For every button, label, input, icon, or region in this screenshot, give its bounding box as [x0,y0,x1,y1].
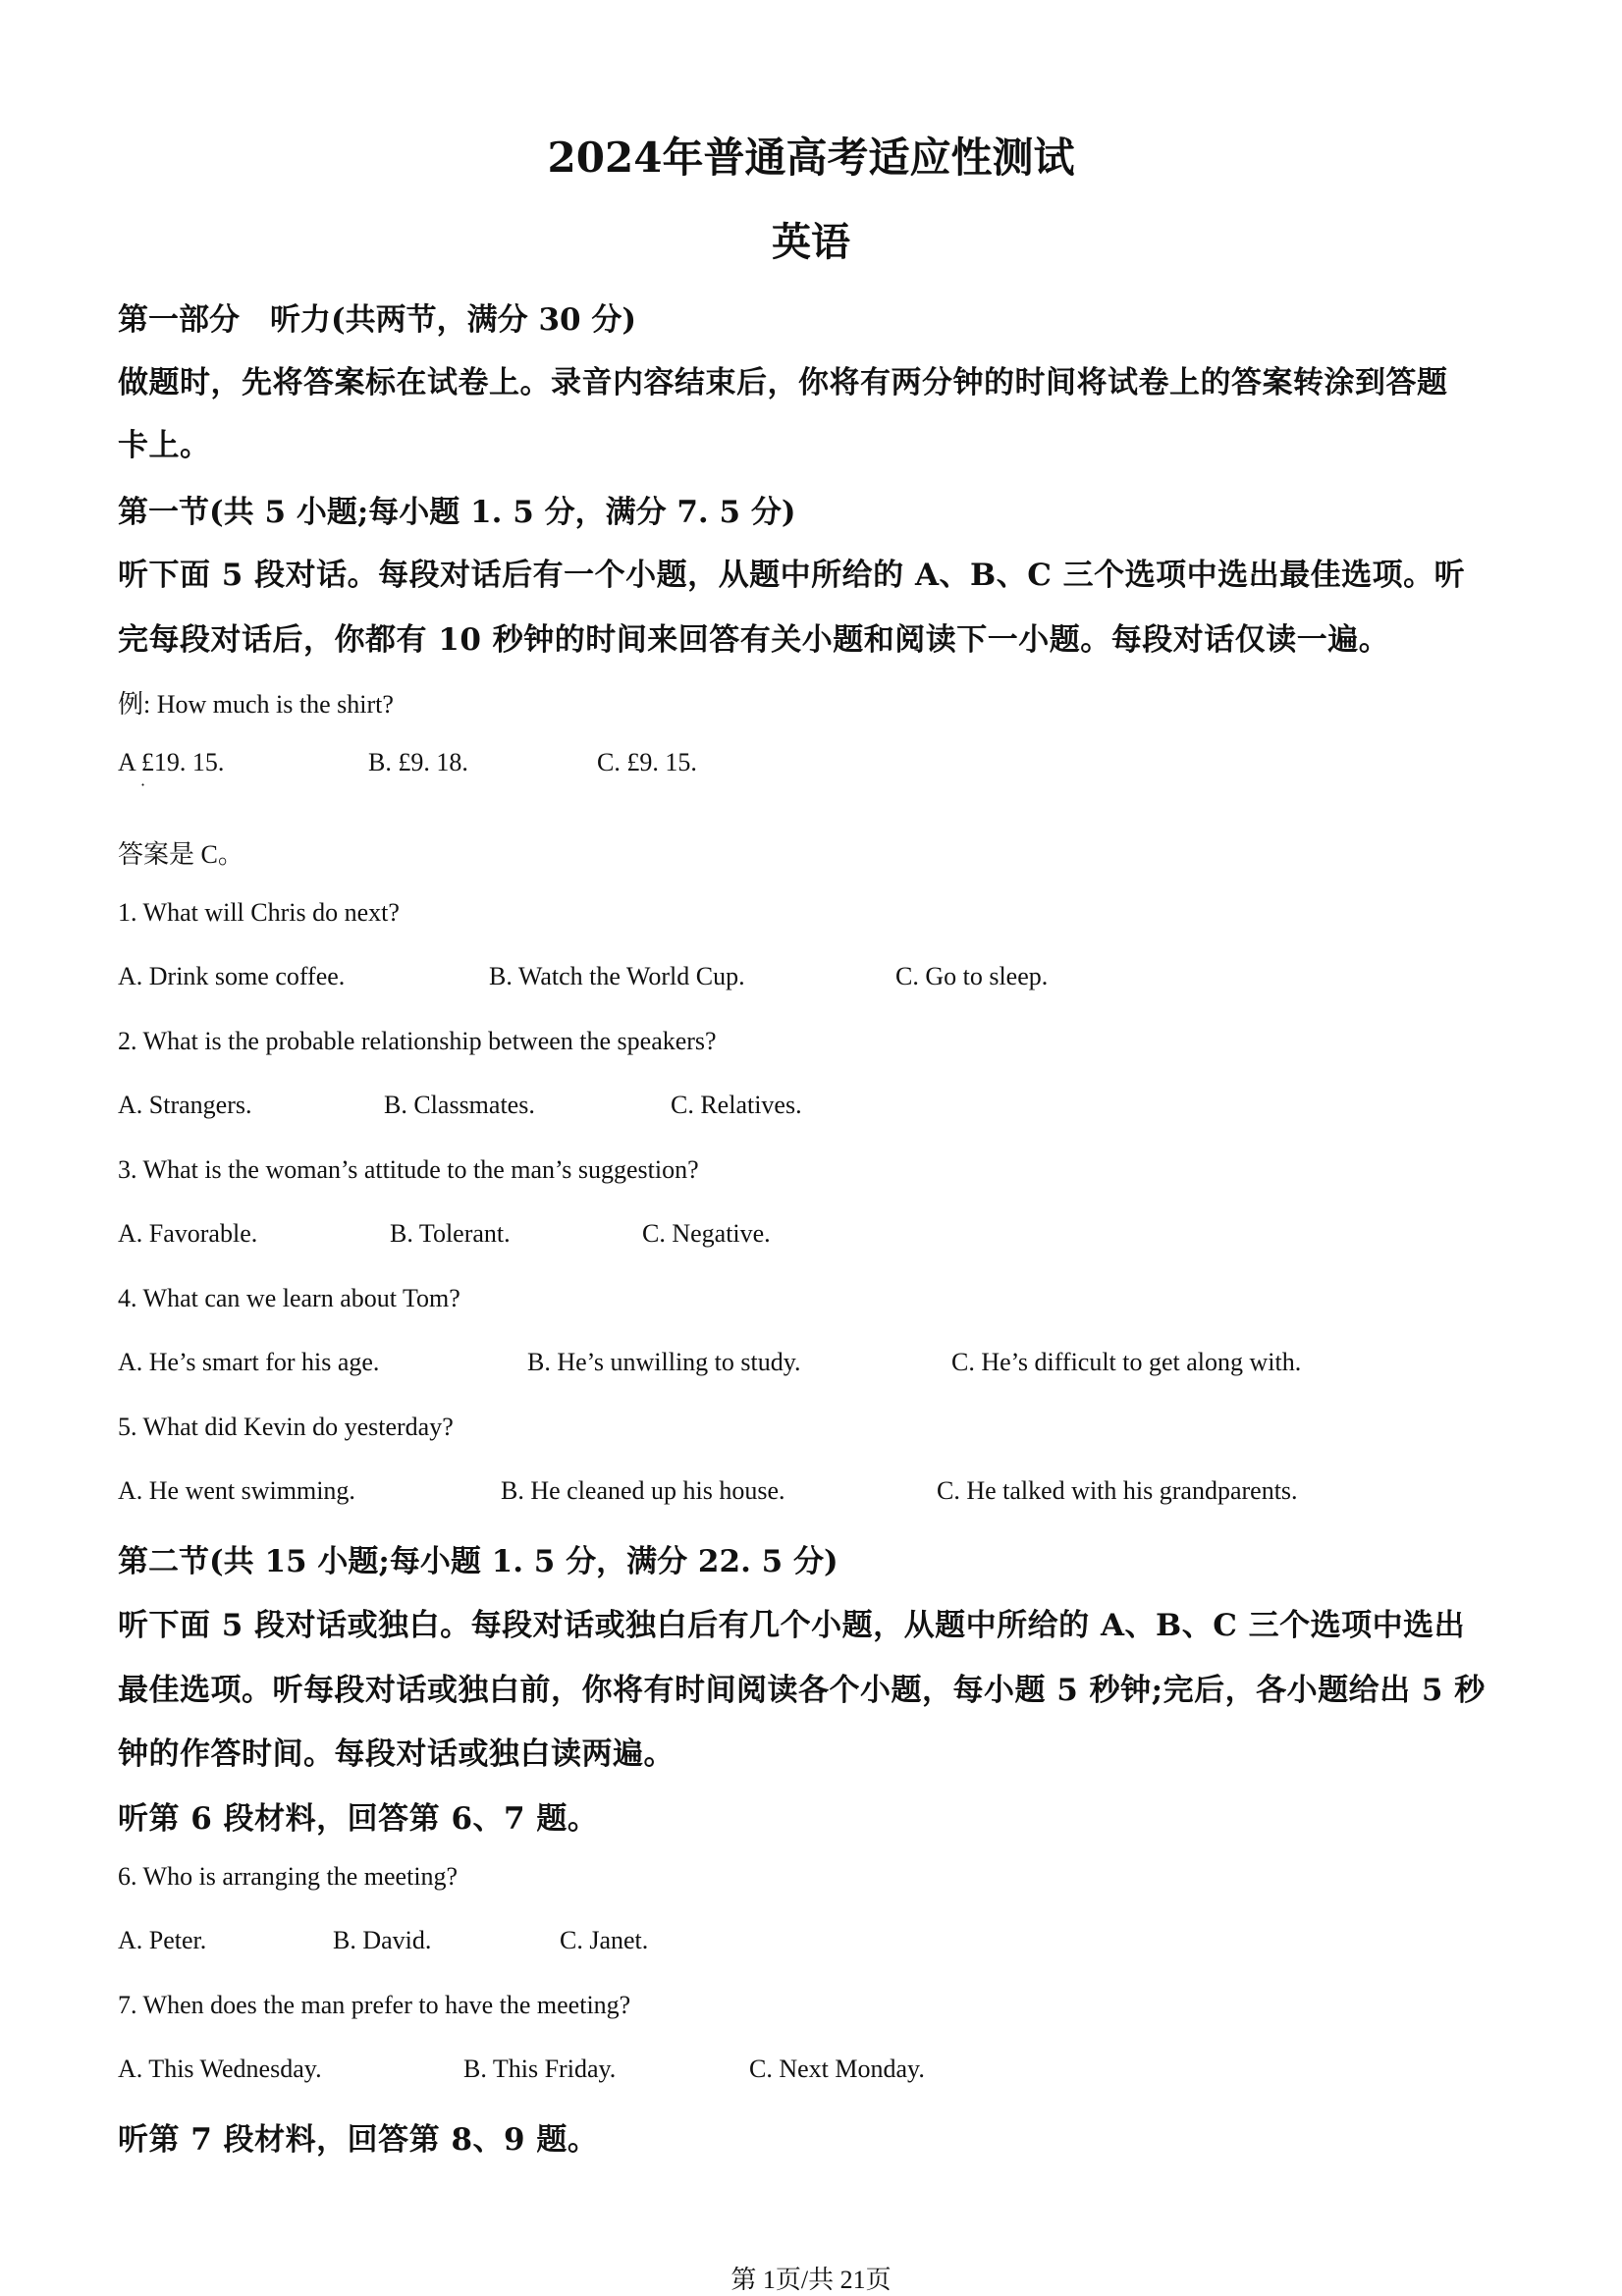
q7-option-c: C. Next Monday. [749,2055,925,2083]
q3-option-b: B. Tolerant. [390,1219,511,1248]
q5-option-c: C. He talked with his grandparents. [937,1476,1298,1505]
material-7-heading: 听第 7 段材料，回答第 8、9 题。 [118,2122,599,2158]
q2-option-b: B. Classmates. [384,1091,535,1119]
exam-title: 2024年普通高考适应性测试 [547,133,1075,182]
q2-option-c: C. Relatives. [671,1091,802,1119]
example-question: 例: How much is the shirt? [118,690,394,719]
question-3: 3. What is the woman’s attitude to the man’s suggestion? [118,1155,699,1184]
stray-dot: · [140,775,146,794]
q6-option-c: C. Janet. [560,1926,649,1954]
q4-option-c: C. He’s difficult to get along with. [951,1348,1302,1376]
question-1: 1. What will Chris do next? [118,898,400,927]
part1-instruction-line2: 卡上。 [118,428,211,463]
q3-option-c: C. Negative. [642,1219,771,1248]
q4-option-a: A. He’s smart for his age. [118,1348,380,1376]
q6-option-b: B. David. [333,1926,432,1954]
material-6-heading: 听第 6 段材料，回答第 6、7 题。 [118,1801,599,1837]
q4-option-b: B. He’s unwilling to study. [527,1348,801,1376]
example-answer: 答案是 C。 [118,840,243,869]
q7-option-a: A. This Wednesday. [118,2055,322,2083]
q1-option-c: C. Go to sleep. [895,962,1049,990]
question-6: 6. Who is arranging the meeting? [118,1862,459,1891]
section2-instruction-line1: 听下面 5 段对话或独白。每段对话或独白后有几个小题，从题中所给的 A、B、C 三个选项中选出 [118,1608,1466,1643]
q2-option-a: A. Strangers. [118,1091,252,1119]
q5-option-b: B. He cleaned up his house. [501,1476,785,1505]
part1-heading: 第一部分 听力(共两节，满分 30 分) [118,302,637,338]
section2-instruction-line2: 最佳选项。听每段对话或独白前，你将有时间阅读各个小题，每小题 5 秒钟;完后，各小题给出 5 秒 [118,1673,1486,1708]
example-option-c: C. £9. 15. [597,748,697,776]
q3-option-a: A. Favorable. [118,1219,258,1248]
q5-option-a: A. He went swimming. [118,1476,355,1505]
q7-option-b: B. This Friday. [463,2055,617,2083]
question-5: 5. What did Kevin do yesterday? [118,1413,454,1441]
page-number: 第 1页/共 21页 [730,2266,892,2294]
section2-instruction-line3: 钟的作答时间。每段对话或独白读两遍。 [118,1736,675,1772]
question-4: 4. What can we learn about Tom? [118,1284,460,1312]
section1-instruction-line1: 听下面 5 段对话。每段对话后有一个小题，从题中所给的 A、B、C 三个选项中选出最佳选项。听 [118,558,1466,593]
question-2: 2. What is the probable relationship between the speakers? [118,1027,717,1055]
section2-heading: 第二节(共 15 小题;每小题 1. 5 分，满分 22. 5 分) [118,1544,838,1579]
question-7: 7. When does the man prefer to have the meeting? [118,1991,631,2019]
q1-option-a: A. Drink some coffee. [118,962,346,990]
example-option-b: B. £9. 18. [368,748,468,776]
exam-subject: 英语 [772,219,850,265]
example-option-a: A £19. 15. [118,748,225,776]
section1-instruction-line2: 完每段对话后，你都有 10 秒钟的时间来回答有关小题和阅读下一小题。每段对话仅读一遍。 [118,622,1390,658]
section1-heading: 第一节(共 5 小题;每小题 1. 5 分，满分 7. 5 分) [118,495,796,530]
q6-option-a: A. Peter. [118,1926,207,1954]
part1-instruction-line1: 做题时，先将答案标在试卷上。录音内容结束后，你将有两分钟的时间将试卷上的答案转涂到答题 [118,365,1448,400]
q1-option-b: B. Watch the World Cup. [489,962,745,990]
